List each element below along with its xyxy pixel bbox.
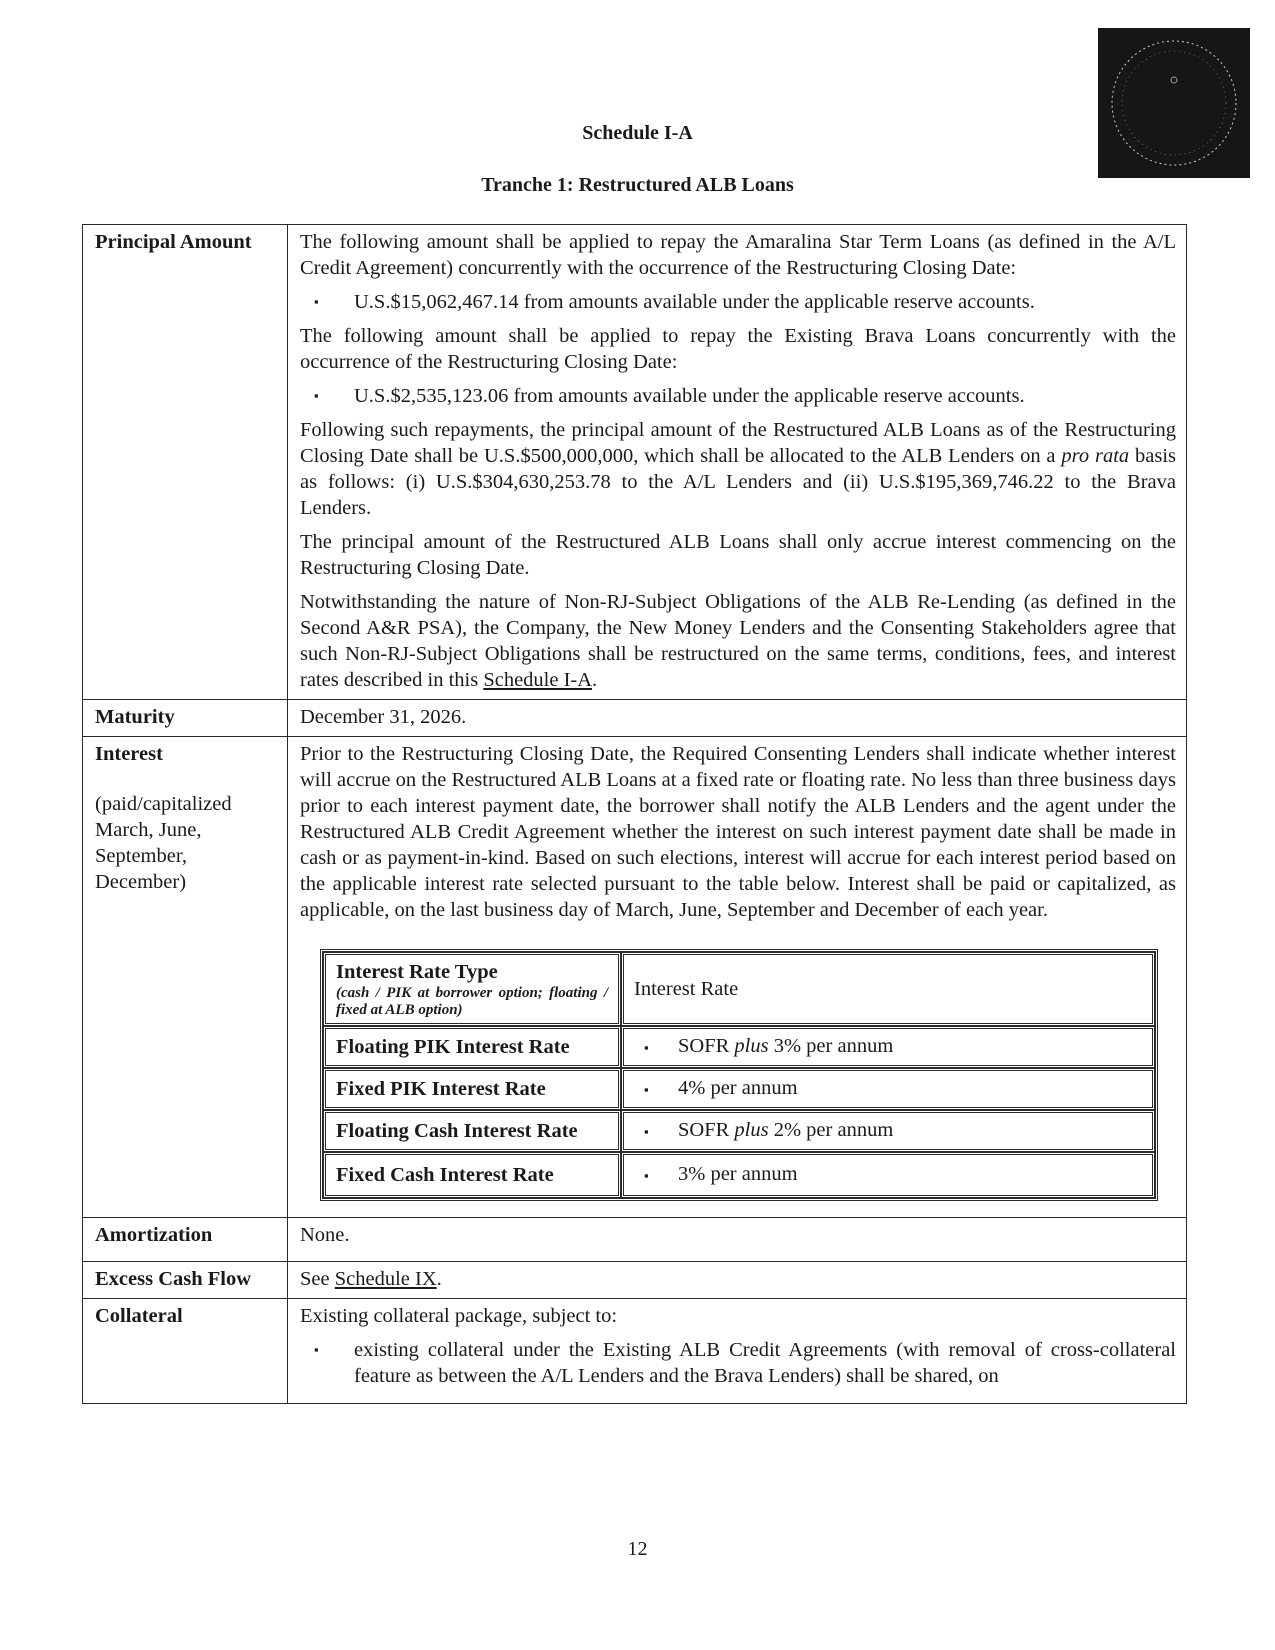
rate-italic: plus bbox=[734, 1119, 769, 1141]
text-span: basis as follows: (i) U.S.$304,630,253.78 to the A/L Lenders and (ii) U.S.$195,369,746.22 to the Brava Lenders. bbox=[300, 445, 1176, 519]
bullet-text: existing collateral under the Existing ALB Credit Agreements (with removal of cross-collateral feature as between the A/L Lenders and the Brava Lenders) shall be shared, on bbox=[354, 1339, 1176, 1387]
rate-value: 2% per annum bbox=[768, 1119, 894, 1141]
paragraph: December 31, 2026. bbox=[300, 706, 467, 728]
paragraph bbox=[300, 1266, 1176, 1292]
bullet-icon: ▪ bbox=[644, 1124, 649, 1139]
text-span: Notwithstanding the nature of Non-RJ-Subject Obligations of the ALB Re-Lending (as defined in the Second A&R PSA), the Company, the New Money Lenders and the Consenting Stakeholders agree that such Non-RJ-Subject Obligations shall be restructured on the same terms, conditions, fees, and interest rates described in this bbox=[300, 591, 1176, 691]
paragraph: The following amount shall be applied to repay the Existing Brava Loans concurrently with the occurrence of the Restructuring Closing Date: bbox=[300, 325, 1176, 373]
row-label: Interest bbox=[95, 743, 163, 765]
rate-value: 3% per annum bbox=[768, 1035, 894, 1057]
rate-value-cell bbox=[621, 1110, 1155, 1152]
bullet-icon: ▪ bbox=[644, 1168, 649, 1183]
tranche-title: Tranche 1: Restructured ALB Loans bbox=[481, 174, 794, 196]
rate-row bbox=[323, 1110, 1155, 1152]
paragraph: The principal amount of the Restructured ALB Loans shall only accrue interest commencing on the Restructuring Closing Date. bbox=[300, 531, 1176, 579]
rate-value: SOFR bbox=[678, 1035, 735, 1057]
row-maturity bbox=[83, 700, 1187, 737]
rate-type: Floating Cash Interest Rate bbox=[323, 1110, 621, 1152]
schedule-ix-link[interactable]: Schedule IX bbox=[334, 1268, 437, 1290]
row-collateral bbox=[83, 1299, 1187, 1404]
row-principal-amount bbox=[83, 225, 1187, 700]
row-content bbox=[288, 1218, 1187, 1262]
row-label-cell bbox=[83, 737, 288, 1218]
text-span: . bbox=[592, 669, 598, 691]
text-span: See bbox=[300, 1268, 335, 1290]
schedule-reference-link[interactable]: Schedule I-A bbox=[483, 669, 593, 691]
paragraph: None. bbox=[300, 1224, 350, 1246]
row-content bbox=[288, 1299, 1187, 1404]
rate-italic: plus bbox=[734, 1035, 769, 1057]
rate-row bbox=[323, 1026, 1155, 1068]
bullet-icon: ▪ bbox=[644, 1082, 649, 1097]
bullet-icon: ▪ bbox=[314, 294, 319, 309]
row-label: Principal Amount bbox=[83, 225, 288, 700]
text-span: Following such repayments, the principal amount of the Restructured ALB Loans as of the Restructuring Closing Date shall be U.S.$500,000,000, which shall be allocated to the ALB Lenders on a bbox=[300, 419, 1176, 467]
row-label: Collateral bbox=[83, 1299, 288, 1404]
bullet-item bbox=[300, 289, 1176, 315]
rate-row bbox=[323, 1152, 1155, 1198]
page-number: 12 bbox=[627, 1538, 648, 1560]
row-content bbox=[288, 1262, 1187, 1299]
row-excess-cash-flow bbox=[83, 1262, 1187, 1299]
rate-table-header bbox=[323, 952, 1155, 1026]
paragraph: The following amount shall be applied to repay the Amaralina Star Term Loans (as defined in the A/L Credit Agreement) concurrently with the occurrence of the Restructuring Closing Date: bbox=[300, 231, 1176, 279]
bullet-item bbox=[300, 1337, 1176, 1389]
bullet-icon: ▪ bbox=[314, 1342, 319, 1357]
row-label: Maturity bbox=[83, 700, 288, 737]
rate-value: 3% per annum bbox=[678, 1163, 798, 1185]
paragraph bbox=[300, 589, 1176, 693]
bullet-text: U.S.$2,535,123.06 from amounts available under the applicable reserve accounts. bbox=[354, 385, 1025, 407]
rate-type: Floating PIK Interest Rate bbox=[323, 1026, 621, 1068]
rate-value-cell bbox=[621, 1068, 1155, 1110]
rate-value: SOFR bbox=[678, 1119, 735, 1141]
bullet-icon: ▪ bbox=[314, 388, 319, 403]
rate-type: Fixed PIK Interest Rate bbox=[323, 1068, 621, 1110]
text-span: . bbox=[436, 1268, 442, 1290]
interest-rate-table bbox=[320, 949, 1158, 1201]
row-sublabel: (paid/capitalized March, June, September, December) bbox=[95, 793, 232, 893]
row-interest bbox=[83, 737, 1187, 1218]
schedule-title: Schedule I-A bbox=[582, 122, 693, 144]
row-content bbox=[288, 700, 1187, 737]
row-amortization bbox=[83, 1218, 1187, 1262]
bullet-icon: ▪ bbox=[644, 1040, 649, 1055]
rate-type-subheader: (cash / PIK at borrower option; floating / fixed at ALB option) bbox=[336, 985, 608, 1018]
rate-type: Fixed Cash Interest Rate bbox=[323, 1152, 621, 1198]
seal-stamp-icon bbox=[1098, 28, 1250, 178]
rate-row bbox=[323, 1068, 1155, 1110]
row-content bbox=[288, 737, 1187, 1218]
bullet-text: U.S.$15,062,467.14 from amounts available under the applicable reserve accounts. bbox=[354, 291, 1035, 313]
rate-type-header-cell bbox=[323, 952, 621, 1026]
terms-table bbox=[82, 224, 1187, 1404]
row-label: Amortization bbox=[83, 1218, 288, 1262]
rate-header: Interest Rate bbox=[621, 952, 1155, 1026]
rate-value: 4% per annum bbox=[678, 1077, 798, 1099]
bullet-item bbox=[300, 383, 1176, 409]
row-label: Excess Cash Flow bbox=[83, 1262, 288, 1299]
paragraph bbox=[300, 417, 1176, 521]
rate-value-cell bbox=[621, 1152, 1155, 1198]
italic-term: pro rata bbox=[1061, 445, 1130, 467]
rate-type-header: Interest Rate Type bbox=[336, 961, 498, 983]
paragraph: Existing collateral package, subject to: bbox=[300, 1305, 618, 1327]
rate-value-cell bbox=[621, 1026, 1155, 1068]
paragraph: Prior to the Restructuring Closing Date, the Required Consenting Lenders shall indicate whether interest will accrue on the Restructured ALB Loans at a fixed rate or floating rate. No less than three business days prior to each interest payment date, the borrower shall notify the ALB Lenders and the agent under the Restructured ALB Credit Agreement whether the interest on such interest payment date shall be made in cash or as payment-in-kind. Based on such elections, interest will accrue for each interest period based on the applicable interest rate selected pursuant to the table below. Interest shall be paid or capitalized, as applicable, on the last business day of March, June, September and December of each year. bbox=[300, 743, 1176, 921]
row-content bbox=[288, 225, 1187, 700]
